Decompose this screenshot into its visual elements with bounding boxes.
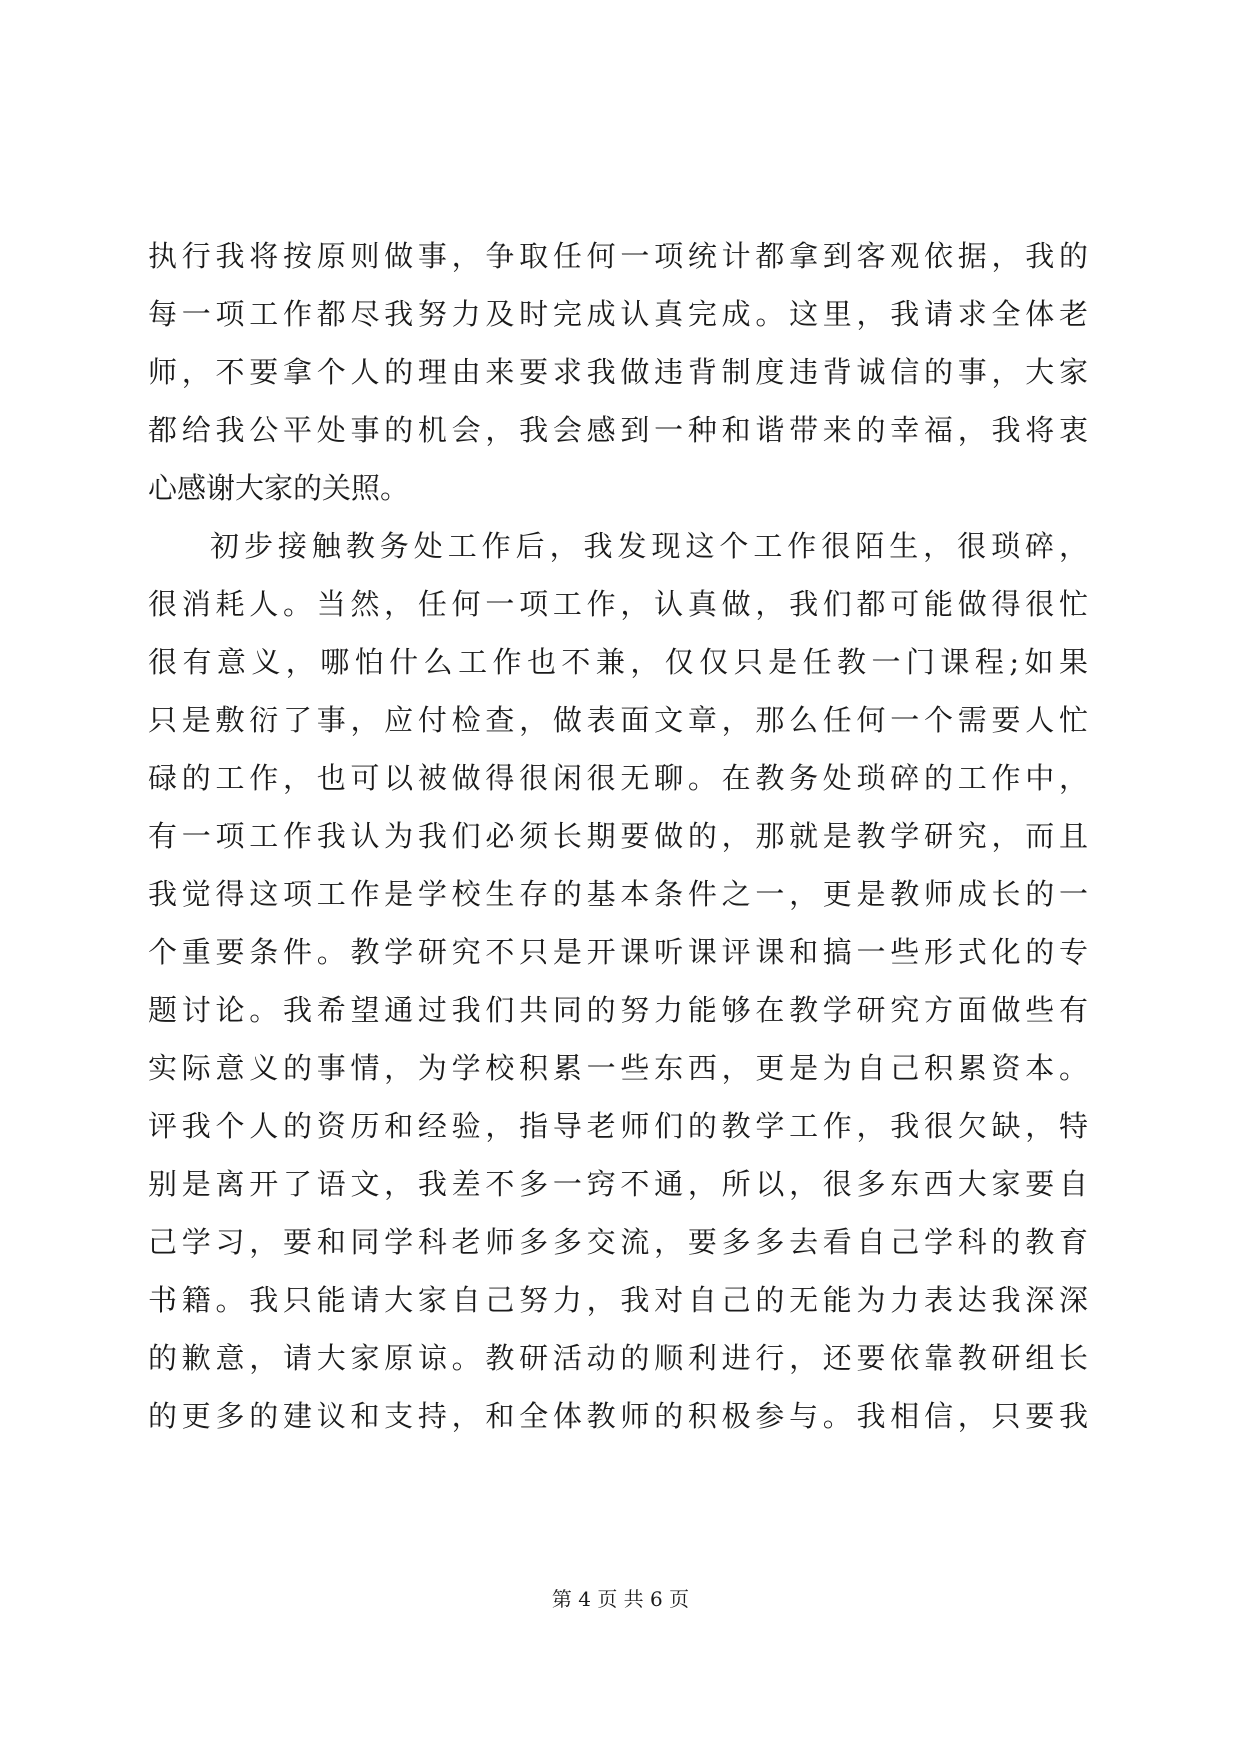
paragraph-2-line-2: 很消耗人。当然，任何一项工作，认真做，我们都可能做得很忙	[148, 587, 1088, 621]
paragraph-2-line-5: 碌的工作，也可以被做得很闲很无聊。在教务处琐碎的工作中，	[148, 761, 1088, 795]
paragraph-2-line-6: 有一项工作我认为我们必须长期要做的，那就是教学研究，而且	[148, 819, 1088, 853]
paragraph-1-line-5: 心感谢大家的关照。	[148, 471, 410, 505]
paragraph-2-line-16: 的更多的建议和支持，和全体教师的积极参与。我相信，只要我	[148, 1399, 1088, 1433]
paragraph-2-line-9: 题讨论。我希望通过我们共同的努力能够在教学研究方面做些有	[148, 993, 1088, 1027]
paragraph-2-line-14: 书籍。我只能请大家自己努力，我对自己的无能为力表达我深深	[148, 1283, 1088, 1317]
paragraph-2-line-8: 个重要条件。教学研究不只是开课听课评课和搞一些形式化的专	[148, 935, 1088, 969]
paragraph-2-line-10: 实际意义的事情，为学校积累一些东西，更是为自己积累资本。	[148, 1051, 1088, 1085]
paragraph-2-line-1: 初步接触教务处工作后，我发现这个工作很陌生，很琐碎，	[210, 529, 1088, 563]
paragraph-2-line-3: 很有意义，哪怕什么工作也不兼，仅仅只是任教一门课程;如果	[148, 645, 1088, 679]
paragraph-2-line-7: 我觉得这项工作是学校生存的基本条件之一，更是教师成长的一	[148, 877, 1088, 911]
paragraph-2-line-13: 己学习，要和同学科老师多多交流，要多多去看自己学科的教育	[148, 1225, 1088, 1259]
paragraph-2-line-15: 的歉意，请大家原谅。教研活动的顺利进行，还要依靠教研组长	[148, 1341, 1088, 1375]
document-body	[148, 227, 1088, 1445]
paragraph-1-line-2: 每一项工作都尽我努力及时完成认真完成。这里，我请求全体老	[148, 297, 1088, 331]
paragraph-2-line-4: 只是敷衍了事，应付检查，做表面文章，那么任何一个需要人忙	[148, 703, 1088, 737]
paragraph-1-line-1: 执行我将按原则做事，争取任何一项统计都拿到客观依据，我的	[148, 239, 1088, 273]
paragraph-1-line-3: 师，不要拿个人的理由来要求我做违背制度违背诚信的事，大家	[148, 355, 1088, 389]
paragraph-1-line-4: 都给我公平处事的机会，我会感到一种和谐带来的幸福，我将衷	[148, 413, 1088, 447]
page-footer: 第 4 页 共 6 页	[551, 1587, 690, 1611]
paragraph-2-line-11: 评我个人的资历和经验，指导老师们的教学工作，我很欠缺，特	[148, 1109, 1088, 1143]
paragraph-2-line-12: 别是离开了语文，我差不多一窍不通，所以，很多东西大家要自	[148, 1167, 1088, 1201]
